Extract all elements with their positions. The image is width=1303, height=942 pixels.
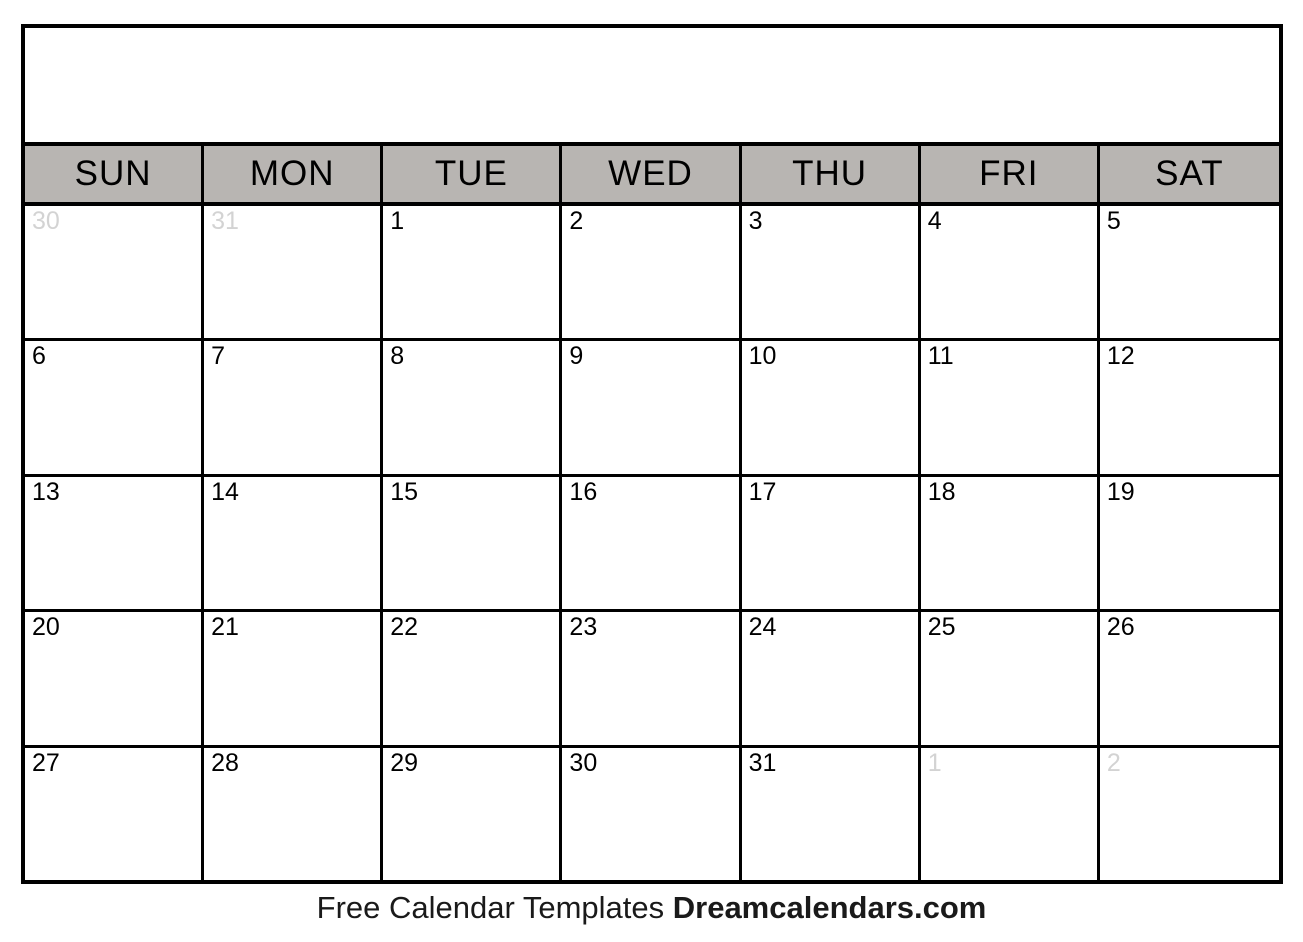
- day-number: 13: [32, 477, 60, 506]
- day-cell[interactable]: [1100, 341, 1279, 473]
- calendar-weeks: [25, 206, 1279, 880]
- day-cell[interactable]: [383, 748, 562, 880]
- day-cell[interactable]: [562, 477, 741, 609]
- week-row: [25, 341, 1279, 476]
- day-number: 6: [32, 342, 46, 371]
- day-cell[interactable]: [204, 341, 383, 473]
- day-number: 30: [32, 207, 60, 235]
- day-number: 31: [748, 748, 777, 777]
- day-cell[interactable]: [25, 477, 204, 609]
- day-number: 3: [748, 207, 763, 235]
- day-number: 25: [927, 613, 956, 642]
- day-number: 5: [1106, 207, 1121, 235]
- day-cell[interactable]: [742, 612, 921, 744]
- day-number: 18: [927, 477, 956, 506]
- day-cell[interactable]: [383, 206, 562, 338]
- day-number: 17: [748, 477, 777, 506]
- day-number: 20: [32, 613, 60, 642]
- day-cell[interactable]: [1100, 612, 1279, 744]
- day-number: 26: [1106, 613, 1135, 642]
- day-number: 8: [390, 342, 405, 371]
- day-number: 28: [211, 748, 239, 777]
- day-number: 1: [390, 207, 405, 235]
- day-cell[interactable]: [921, 341, 1100, 473]
- day-number: 1: [927, 748, 942, 777]
- week-row: [25, 748, 1279, 880]
- day-cell[interactable]: [921, 477, 1100, 609]
- day-cell[interactable]: [25, 748, 204, 880]
- day-number: 2: [1106, 748, 1121, 777]
- day-cell[interactable]: [1100, 748, 1279, 880]
- week-row: [25, 206, 1279, 341]
- month-title-band[interactable]: [25, 28, 1279, 146]
- day-number: 14: [211, 477, 239, 506]
- day-cell[interactable]: [562, 341, 741, 473]
- day-number: 16: [569, 477, 598, 506]
- day-number: 23: [569, 613, 598, 642]
- footer-credit: [0, 890, 1303, 926]
- day-number: 24: [748, 613, 777, 642]
- day-cell[interactable]: [204, 748, 383, 880]
- day-cell[interactable]: [1100, 477, 1279, 609]
- day-cell[interactable]: [25, 341, 204, 473]
- day-cell[interactable]: [1100, 206, 1279, 338]
- day-cell[interactable]: [742, 206, 921, 338]
- weekday-header-sat: SAT: [1155, 154, 1224, 193]
- day-cell[interactable]: [742, 477, 921, 609]
- week-row: [25, 477, 1279, 612]
- footer-brand: Dreamcalendars.com: [672, 890, 987, 925]
- week-row: [25, 612, 1279, 747]
- day-cell[interactable]: [25, 206, 204, 338]
- day-cell[interactable]: [742, 748, 921, 880]
- day-number: 19: [1106, 477, 1135, 506]
- day-number: 2: [569, 207, 584, 235]
- weekday-header-sun: SUN: [25, 146, 204, 202]
- day-number: 27: [32, 748, 60, 777]
- day-number: 10: [748, 342, 777, 371]
- day-number: 21: [211, 613, 239, 642]
- day-number: 9: [569, 342, 584, 371]
- calendar-grid: [21, 24, 1283, 884]
- day-cell[interactable]: [921, 206, 1100, 338]
- day-number: 30: [569, 748, 598, 777]
- day-cell[interactable]: [383, 477, 562, 609]
- day-number: 7: [211, 342, 226, 371]
- day-cell[interactable]: [383, 341, 562, 473]
- day-cell[interactable]: [562, 612, 741, 744]
- weekday-header-fri: FRI: [921, 146, 1100, 202]
- day-cell[interactable]: [383, 612, 562, 744]
- weekday-header-thu: THU: [742, 146, 921, 202]
- day-cell[interactable]: [921, 612, 1100, 744]
- day-cell[interactable]: [562, 748, 741, 880]
- day-cell[interactable]: [204, 206, 383, 338]
- day-number: 22: [390, 613, 419, 642]
- weekday-header-row: [25, 146, 1279, 206]
- weekday-header-wed: WED: [562, 146, 741, 202]
- day-number: 11: [927, 342, 954, 371]
- day-cell[interactable]: [204, 612, 383, 744]
- day-number: 4: [927, 207, 942, 235]
- day-number: 15: [390, 477, 419, 506]
- day-cell[interactable]: [921, 748, 1100, 880]
- day-number: 31: [211, 207, 239, 235]
- day-number: 12: [1106, 342, 1135, 371]
- weekday-header-tue: TUE: [383, 146, 562, 202]
- footer-text: Free Calendar Templates: [316, 890, 673, 925]
- day-cell[interactable]: [204, 477, 383, 609]
- day-cell[interactable]: [562, 206, 741, 338]
- weekday-header-mon: MON: [204, 146, 383, 202]
- day-number: 29: [390, 748, 419, 777]
- day-cell[interactable]: [25, 612, 204, 744]
- day-cell[interactable]: [742, 341, 921, 473]
